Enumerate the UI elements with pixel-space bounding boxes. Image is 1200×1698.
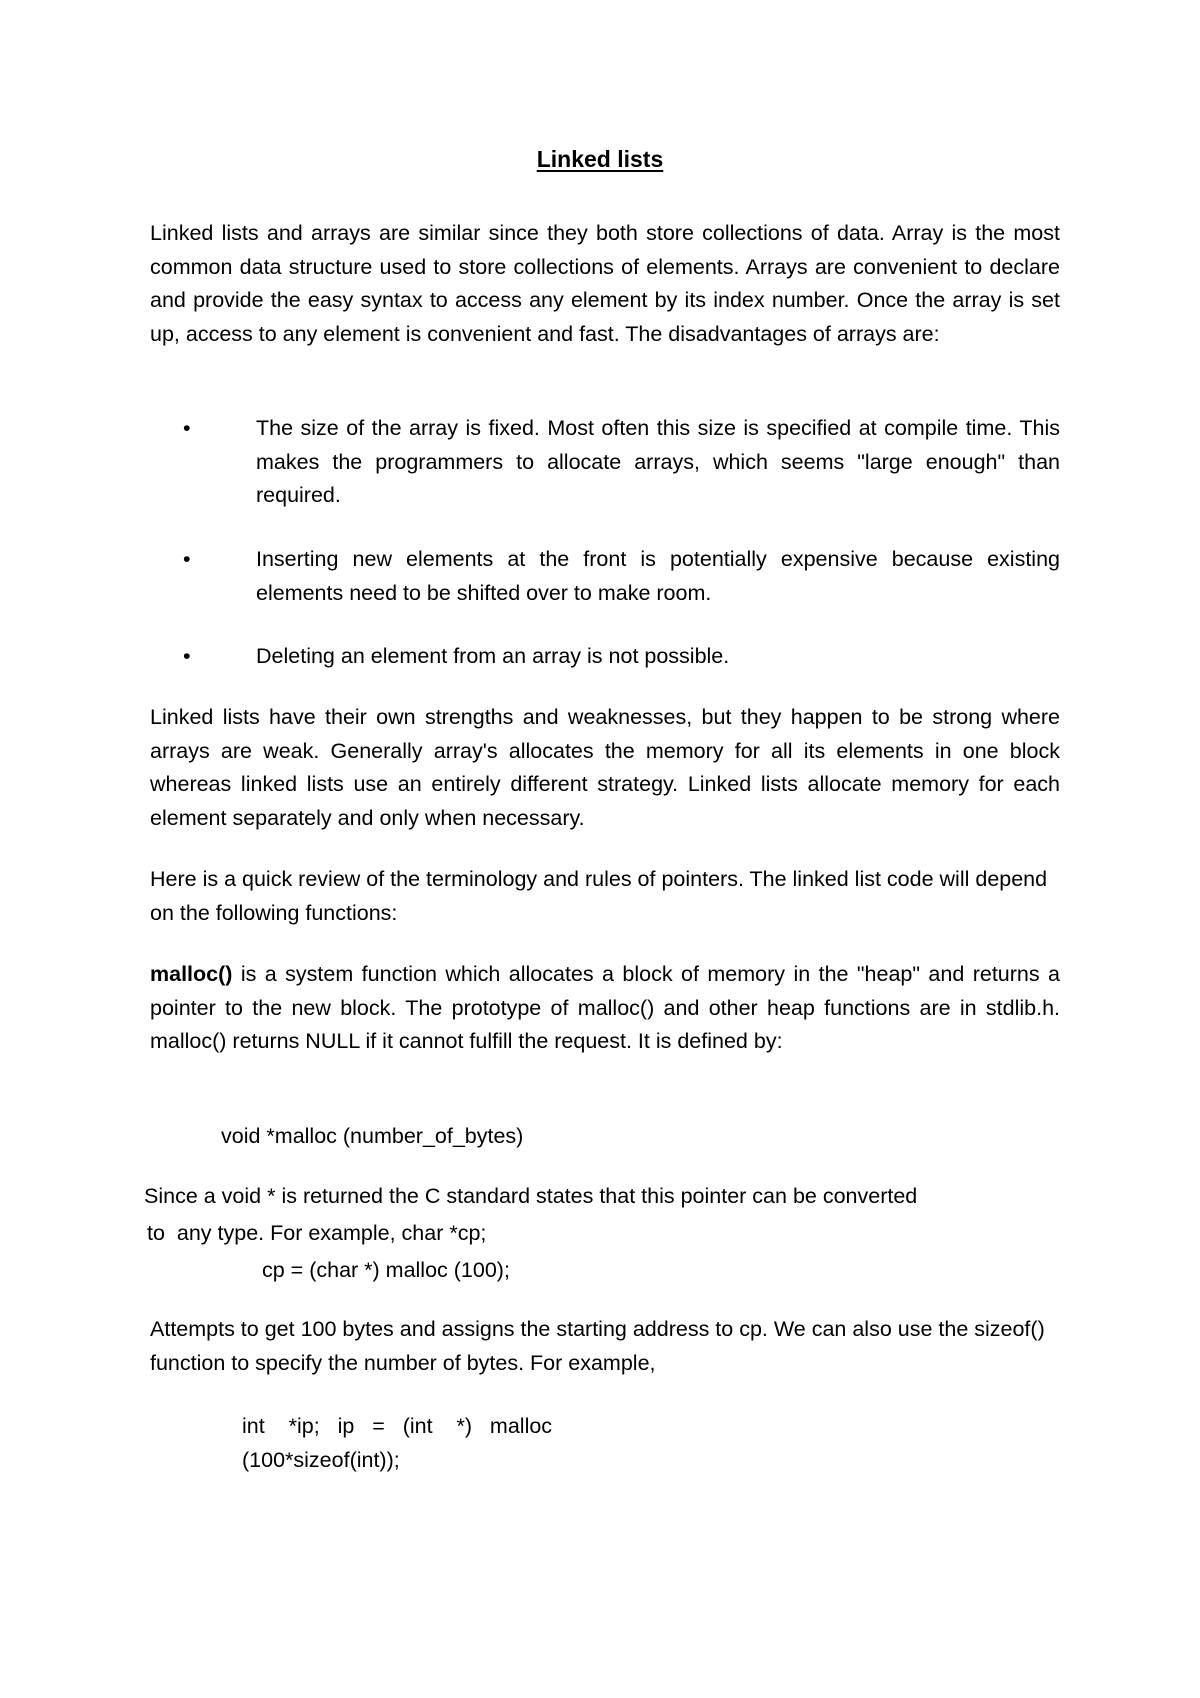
ip-example-line-1: int *ip; ip = (int *) malloc	[242, 1414, 553, 1438]
review-paragraph: Here is a quick review of the terminology and rules of pointers. The linked list code will depend on the following functions:	[150, 867, 1048, 925]
void-pointer-line-1: Since a void * is returned the C standard states that this pointer can be converted	[144, 1184, 918, 1208]
strengths-paragraph: Linked lists have their own strengths and weaknesses, but they happen to be strong where arrays are weak. Generally array's allocates the memory for all its elements in one block whereas linked lists use an entirely different strategy. Linked lists allocate memory for each element separately and only when necessary.	[150, 705, 1060, 830]
list-item-text: Inserting new elements at the front is potentially expensive because existing elements need to be shifted over to make room.	[256, 547, 1060, 605]
attempts-paragraph: Attempts to get 100 bytes and assigns the starting address to cp. We can also use the sizeof() function to specify the number of bytes. For example,	[150, 1317, 1045, 1375]
malloc-paragraph	[150, 958, 1060, 1059]
list-item-text: The size of the array is fixed. Most often this size is specified at compile time. This makes the programmers to allocate arrays, which seems "large enough" than required.	[256, 416, 1060, 507]
malloc-signature: void *malloc (number_of_bytes)	[221, 1124, 524, 1148]
malloc-description: is a system function which allocates a block of memory in the "heap" and returns a pointer to the new block. The prototype of malloc() and other heap functions are in stdlib.h. malloc() returns NULL if it cannot fulfill the request. It is defined by:	[150, 962, 1060, 1053]
cp-example: cp = (char *) malloc (100);	[262, 1258, 510, 1282]
list-item-text: Deleting an element from an array is not possible.	[256, 644, 730, 668]
malloc-term: malloc()	[150, 962, 233, 986]
bullet-icon: •	[183, 547, 191, 571]
page-title: Linked lists	[536, 146, 664, 172]
ip-example-line-2: (100*sizeof(int));	[242, 1448, 400, 1472]
bullet-icon: •	[183, 416, 191, 440]
void-pointer-line-2: to any type. For example, char *cp;	[147, 1221, 487, 1245]
intro-paragraph: Linked lists and arrays are similar since they both store collections of data. Array is the most common data structure used to store collections of elements. Arrays are convenient to declare and provide the easy syntax to access any element by its index number. Once the array is set up, access to any element is convenient and fast. The disadvantages of arrays are:	[150, 221, 1060, 346]
bullet-icon: •	[183, 644, 191, 668]
